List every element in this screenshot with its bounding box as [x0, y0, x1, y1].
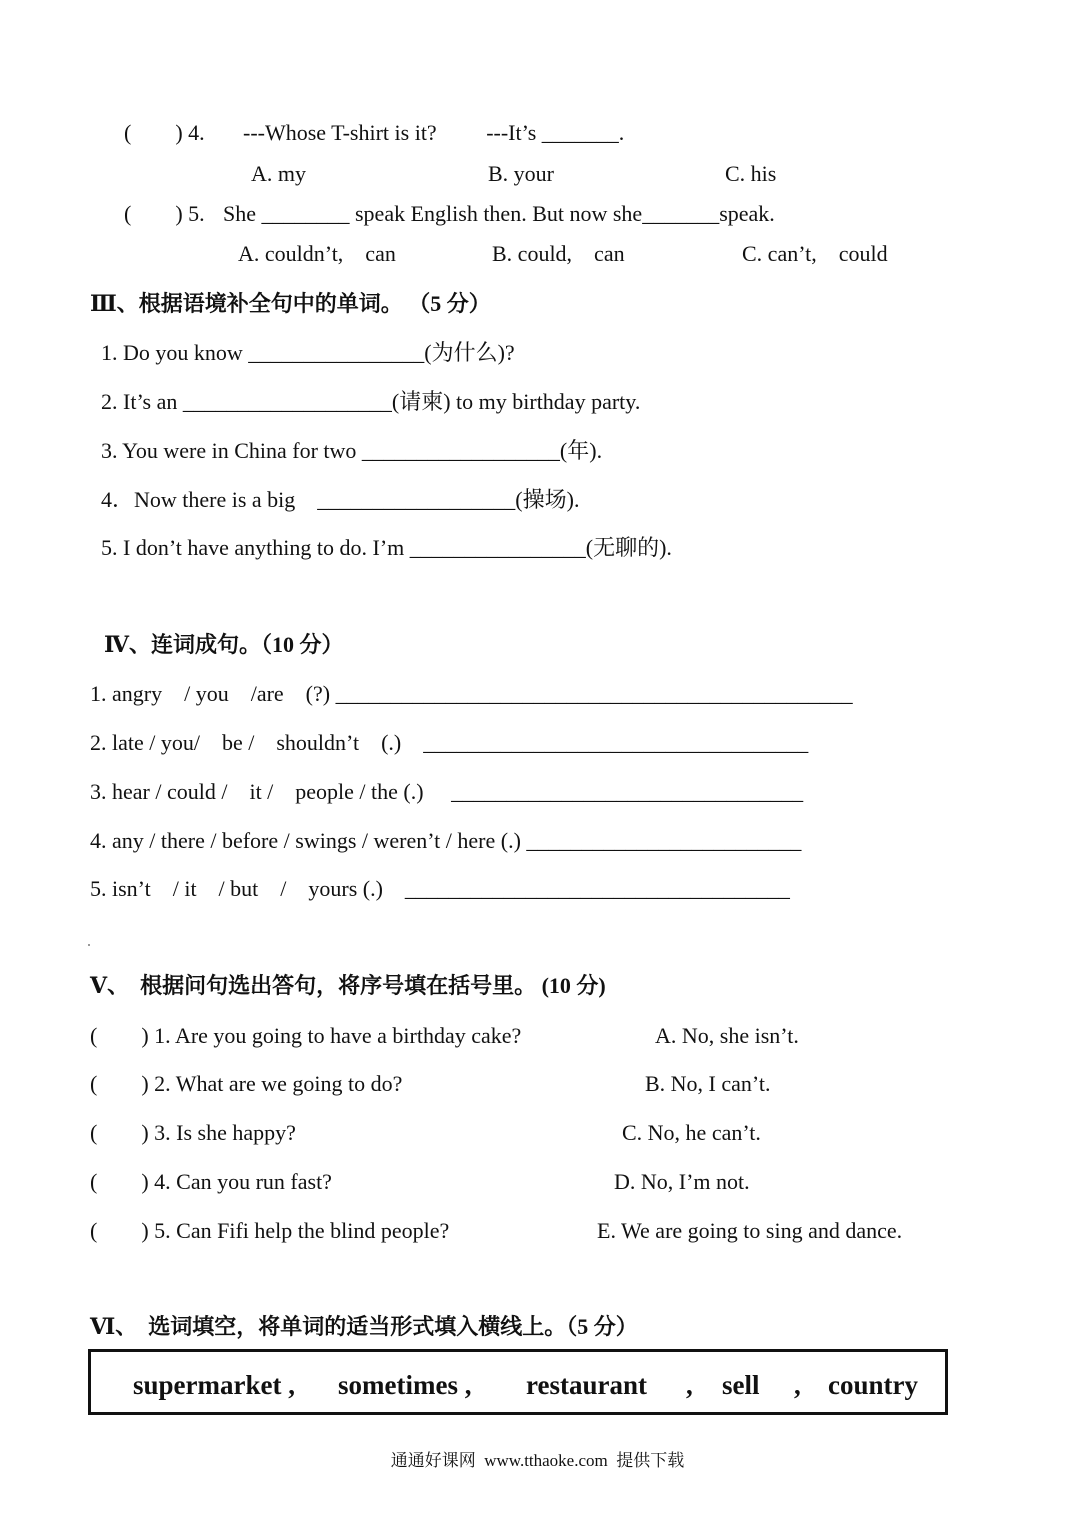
word-supermarket: supermarket , [133, 1370, 295, 1400]
q4-option-b: B. your [488, 161, 554, 186]
s5-question-2[interactable]: ( ) 2. What are we going to do? [90, 1071, 403, 1096]
s3-item-1[interactable]: 1. Do you know ________________(为什么)? [101, 340, 515, 365]
s4-item-1[interactable]: 1. angry / you /are (?) _______________________________________________ [90, 681, 853, 706]
s4-item-3[interactable]: 3. hear / could / it / people / the (.) ________________________________ [90, 779, 804, 804]
s5-question-5[interactable]: ( ) 5. Can Fifi help the blind people? [90, 1218, 450, 1243]
q5-bracket[interactable]: ( ) 5. [124, 201, 205, 226]
s5-answer-e: E. We are going to sing and dance. [597, 1218, 903, 1243]
word-restaurant: restaurant [526, 1370, 647, 1400]
q5-question: She ________ speak English then. But now she_______speak. [223, 201, 775, 226]
q5-option-a: A. couldn’t, can [238, 241, 396, 266]
s5-answer-a: A. No, she isn’t. [655, 1023, 799, 1048]
s3-item-5[interactable]: 5. I don’t have anything to do. I’m ________________(无聊的). [101, 535, 672, 560]
word-separator: , [794, 1370, 801, 1400]
q5-option-c: C. can’t, could [742, 241, 888, 266]
q4-question: ---Whose T-shirt is it? ---It’s _______. [243, 120, 625, 145]
section5-title: Ⅴ、 根据问句选出答句，将序号填在括号里。 (10 分) [90, 973, 606, 998]
s3-item-3[interactable]: 3. You were in China for two __________________(年). [101, 438, 603, 463]
word-country: country [828, 1370, 918, 1400]
stray-dot [88, 944, 90, 946]
q4-option-c: C. his [725, 161, 777, 186]
s4-item-4[interactable]: 4. any / there / before / swings / weren’t / here (.) _________________________ [90, 828, 802, 853]
s4-item-2[interactable]: 2. late / you/ be / shouldn’t (.) ___________________________________ [90, 730, 809, 755]
q4-bracket[interactable]: ( ) 4. [124, 120, 205, 145]
s3-item-4[interactable]: 4．Now there is a big __________________(操场). [101, 487, 580, 512]
page-footer: 通通好课网 www.tthaoke.com 提供下载 [390, 1451, 685, 1470]
s5-answer-c: C. No, he can’t. [622, 1120, 761, 1145]
s5-question-4[interactable]: ( ) 4. Can you run fast? [90, 1169, 332, 1194]
s5-answer-b: B. No, I can’t. [645, 1071, 771, 1096]
s5-question-3[interactable]: ( ) 3. Is she happy? [90, 1120, 296, 1145]
s3-item-2[interactable]: 2. It’s an ___________________(请柬) to my birthday party. [101, 389, 641, 414]
q5-option-b: B. could, can [492, 241, 625, 266]
section6-title: Ⅵ、 选词填空，将单词的适当形式填入横线上。（5 分） [90, 1314, 638, 1339]
word-sell: sell [722, 1370, 760, 1400]
section4-title: Ⅳ、连词成句。（10 分） [104, 632, 344, 657]
s4-item-5[interactable]: 5. isn’t / it / but / yours (.) ___________________________________ [90, 876, 790, 901]
s5-question-1[interactable]: ( ) 1. Are you going to have a birthday cake? [90, 1023, 522, 1048]
section3-title: Ⅲ、根据语境补全句中的单词。 （5 分） [90, 291, 491, 316]
word-sometimes: sometimes , [338, 1370, 472, 1400]
word-bank-box [88, 1349, 948, 1415]
q4-option-a: A. my [251, 161, 306, 186]
word-separator: , [686, 1370, 693, 1400]
s5-answer-d: D. No, I’m not. [614, 1169, 750, 1194]
